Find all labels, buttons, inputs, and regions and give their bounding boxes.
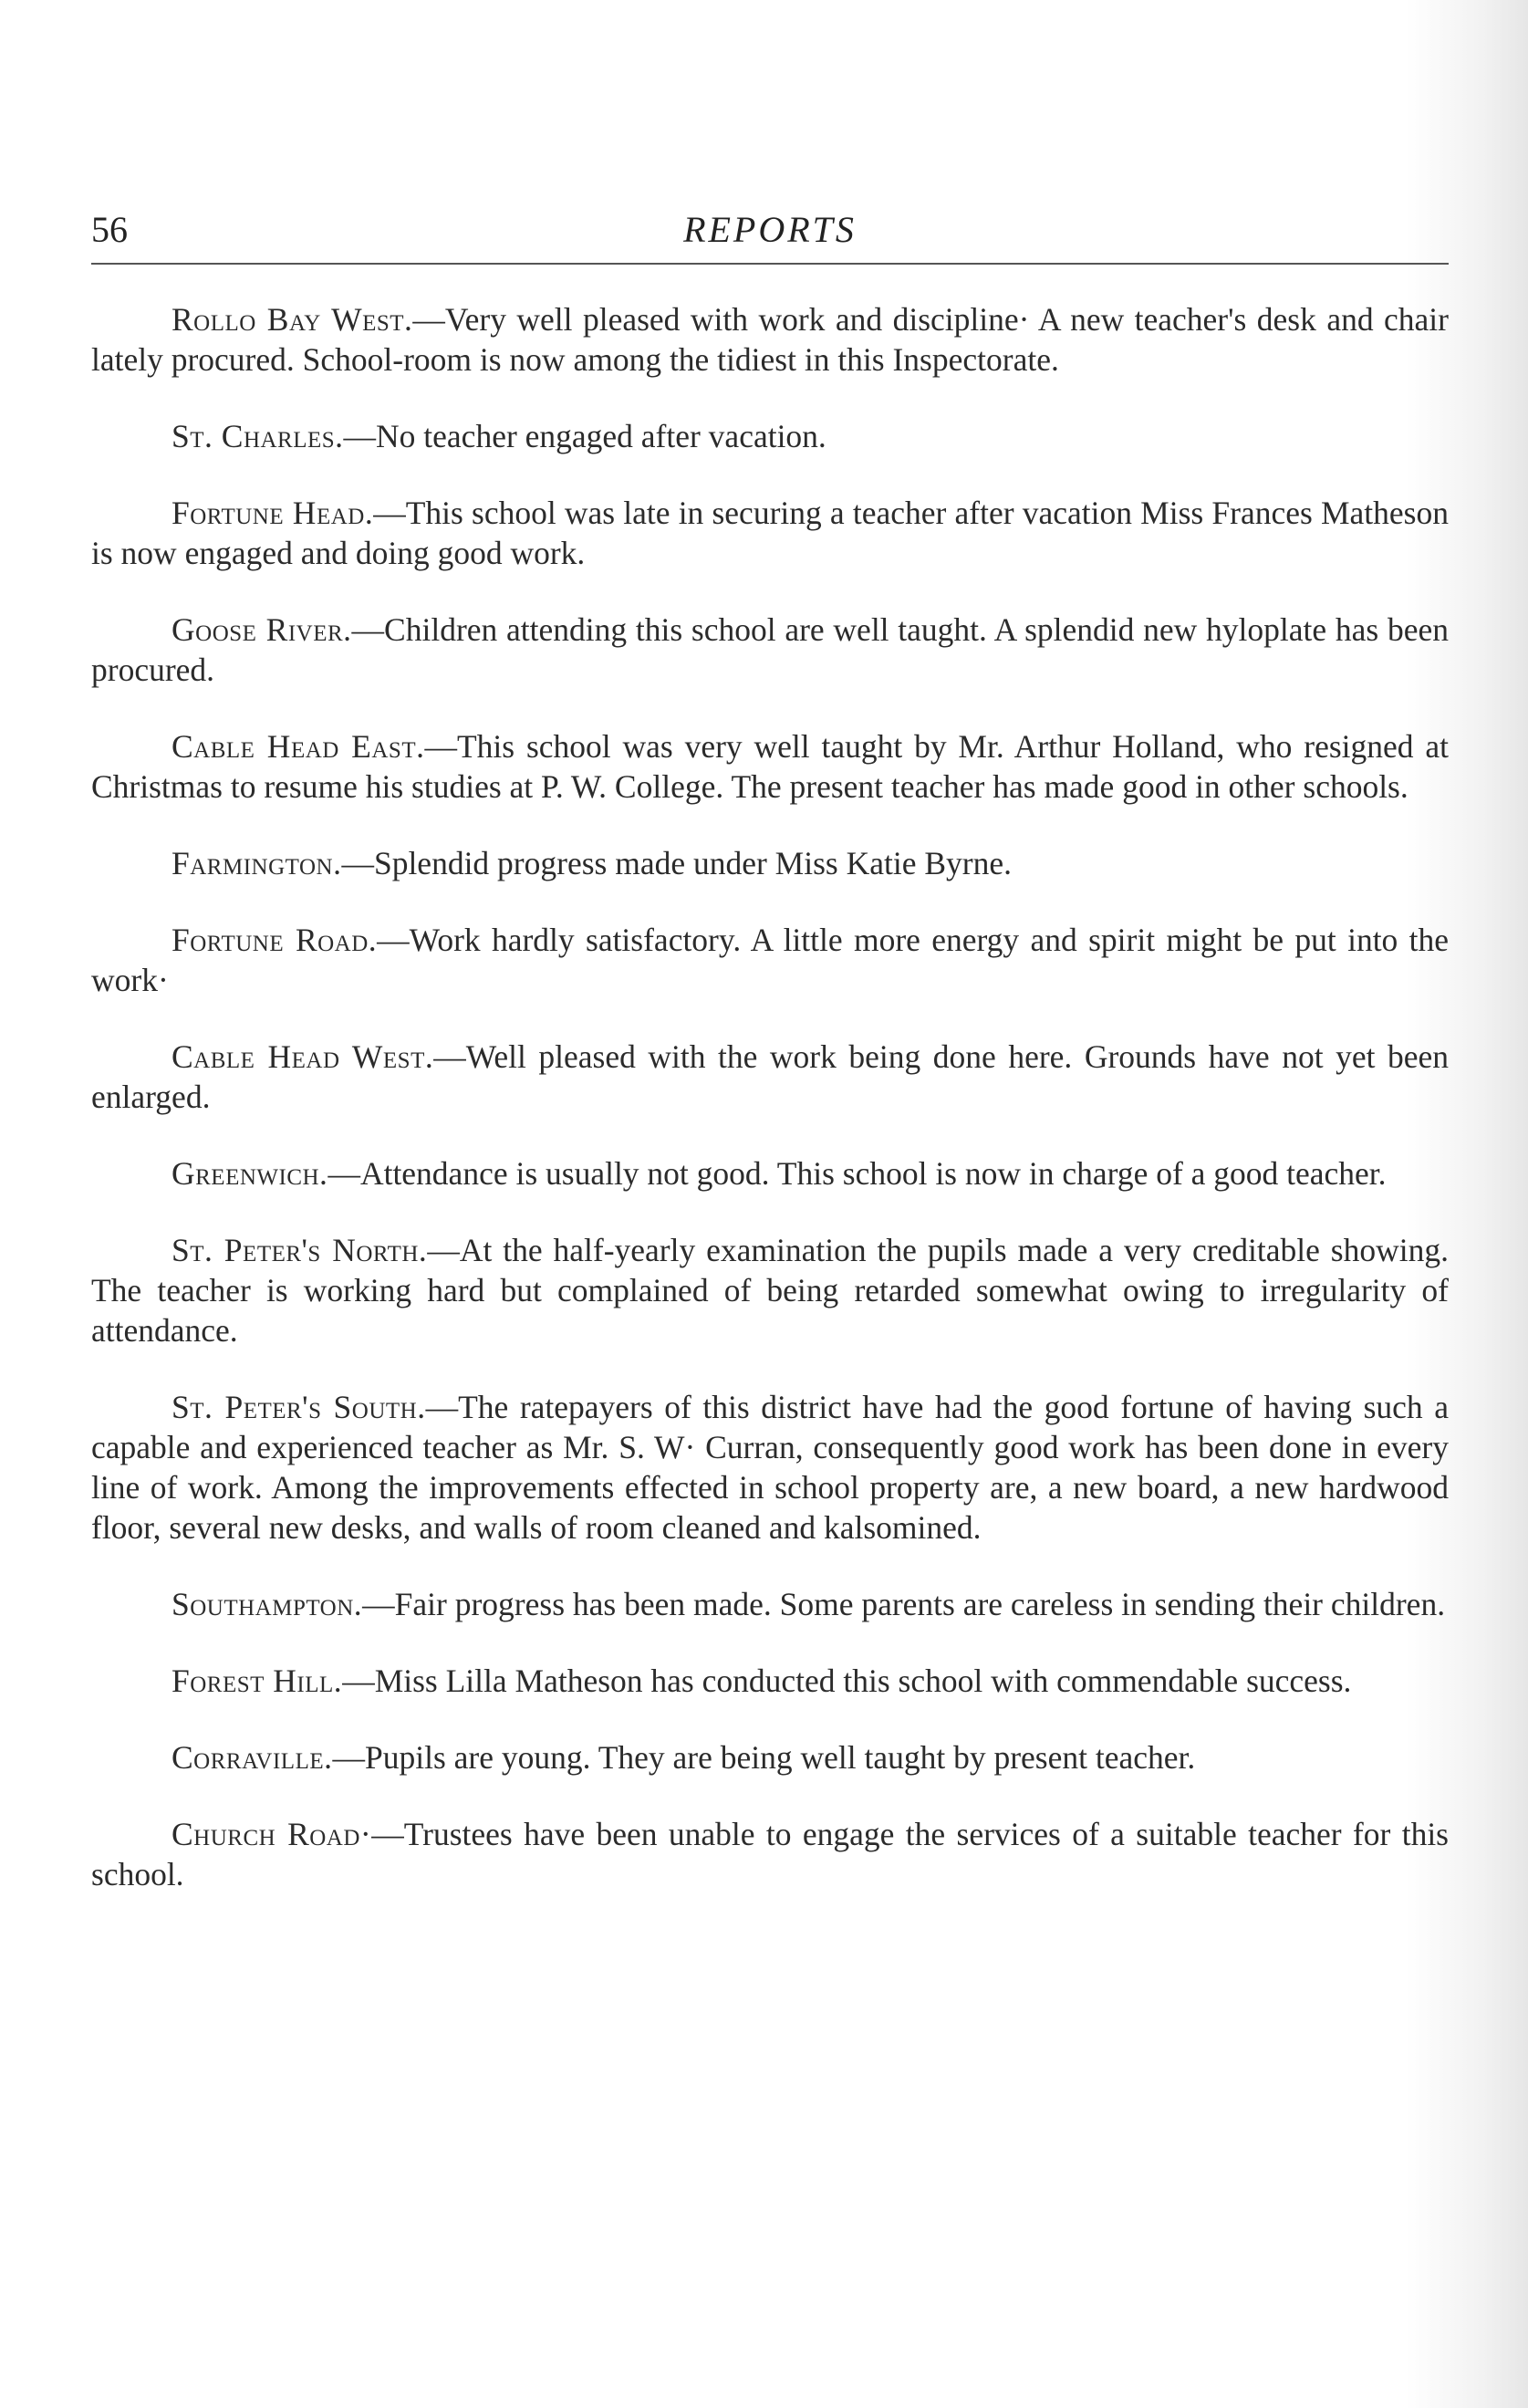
entry-text: —Very well pleased with work and discipline· A new teacher's desk and chair lately procured. School-room is now among the tidiest in this Inspectorate. [91, 301, 1449, 378]
entry-text: —The ratepayers of this district have had the good fortune of having such a capable and experienced teacher as Mr. S. W· Curran, consequently good work has been done in every line of work. Among the improvements effected in school property are, a new board, a new hardwood floor, several new desks, and walls of room cleaned and kalsomined. [91, 1389, 1449, 1546]
entry-text: —Well pleased with the work being done here. Grounds have not yet been enlarged. [91, 1038, 1449, 1115]
report-entry [91, 299, 1449, 380]
entry-text: —This school was late in securing a teacher after vacation Miss Frances Matheson is now engaged and doing good work. [91, 495, 1449, 571]
page-number: 56 [91, 209, 128, 250]
report-entry [91, 1387, 1449, 1548]
report-entry [91, 493, 1449, 573]
entry-place: Cable Head East. [172, 728, 425, 765]
report-entry [91, 1153, 1449, 1194]
report-entry [91, 920, 1449, 1000]
entry-text: —Children attending this school are well taught. A splendid new hyloplate has been procured. [91, 611, 1449, 688]
report-entry [91, 1584, 1449, 1624]
entry-place: Farmington. [172, 845, 342, 881]
entry-place: Goose River. [172, 611, 352, 648]
entry-text: —Fair progress has been made. Some parents are careless in sending their children. [362, 1586, 1446, 1622]
entry-place: Greenwich. [172, 1155, 328, 1192]
entry-text: —Miss Lilla Matheson has conducted this school with commendable success. [342, 1663, 1352, 1699]
entry-text: —Splendid progress made under Miss Katie Byrne. [341, 845, 1012, 881]
report-entry [91, 1661, 1449, 1701]
entry-place: Corraville. [172, 1739, 333, 1776]
report-entry [91, 1230, 1449, 1350]
entry-text: —Work hardly satisfactory. A little more energy and spirit might be put into the work· [91, 922, 1450, 998]
entry-place: Forest Hill. [172, 1663, 343, 1699]
entry-text: —At the half-yearly examination the pupils made a very creditable showing. The teacher is working hard but complained of being retarded somewhat owing to irregularity of attendance. [91, 1232, 1449, 1349]
header-rule [91, 263, 1449, 265]
report-entry [91, 726, 1449, 807]
report-entry [91, 416, 1449, 456]
report-entries [91, 299, 1449, 1931]
entry-text: —Trustees have been unable to engage the services of a suitable teacher for this school. [91, 1816, 1449, 1892]
entry-place: Fortune Head. [172, 495, 374, 531]
report-entry [91, 1737, 1449, 1777]
entry-text: —This school was very well taught by Mr. Arthur Holland, who resigned at Christmas to resume his studies at P. W. College. The present teacher has made good in other schools. [91, 728, 1449, 805]
entry-place: St. Charles. [172, 418, 344, 454]
entry-text: —No teacher engaged after vacation. [343, 418, 826, 454]
entry-text: —Pupils are young. They are being well taught by present teacher. [332, 1739, 1196, 1776]
report-entry [91, 843, 1449, 883]
running-head: REPORTS [683, 209, 857, 250]
entry-place: Southampton. [172, 1586, 363, 1622]
entry-text: —Attendance is usually not good. This school is now in charge of a good teacher. [327, 1155, 1387, 1192]
report-entry [91, 610, 1449, 690]
page-header [91, 203, 1449, 257]
report-entry [91, 1814, 1449, 1894]
entry-place: Cable Head West. [172, 1038, 434, 1075]
entry-place: St. Peter's North. [172, 1232, 428, 1268]
entry-place: Church Road· [172, 1816, 372, 1852]
entry-place: Rollo Bay West. [172, 301, 413, 338]
entry-place: Fortune Road. [172, 922, 378, 958]
entry-place: St. Peter's South. [172, 1389, 426, 1425]
report-entry [91, 1037, 1449, 1117]
